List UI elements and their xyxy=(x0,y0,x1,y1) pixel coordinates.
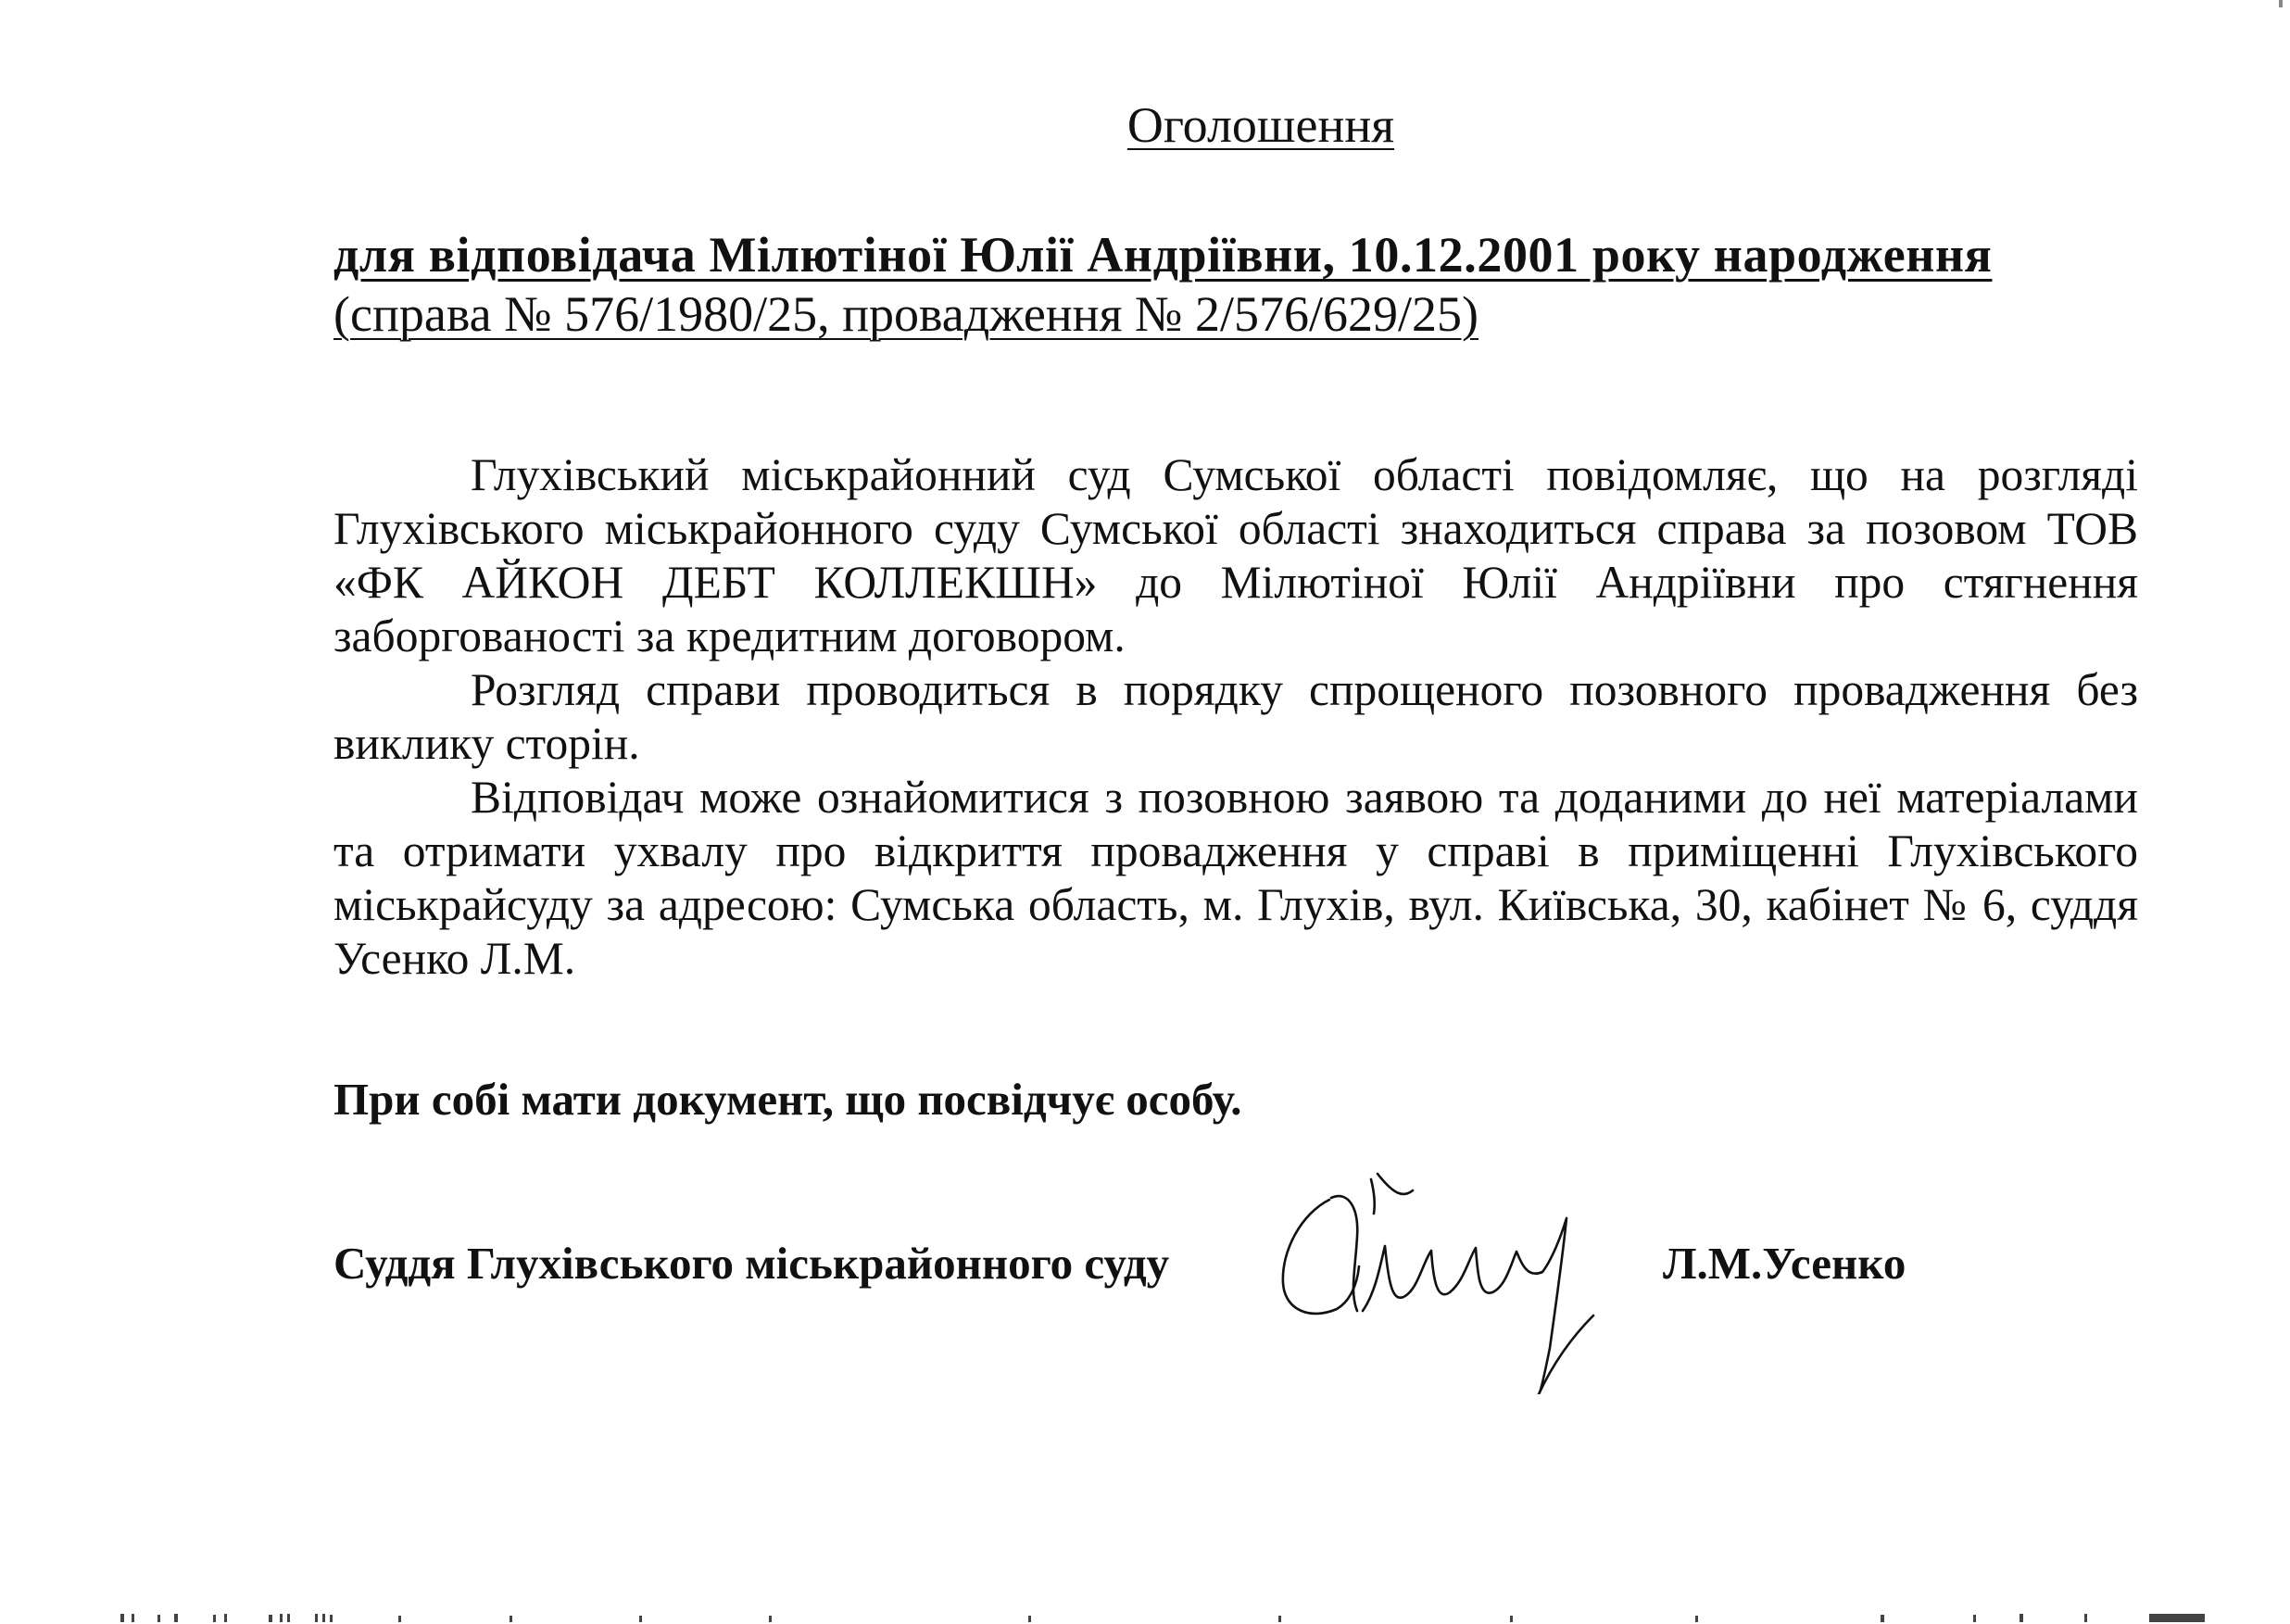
handwritten-signature-icon xyxy=(1274,1163,1635,1394)
case-number-heading: (справа № 576/1980/25, провадження № 2/576/629/25) xyxy=(333,286,1478,342)
judge-position: Суддя Глухівського міськрайонного суду xyxy=(333,1238,1170,1289)
addressee-heading: для відповідача Мілютіної Юлії Андріївни, 10.12.2001 року народження xyxy=(333,227,1993,283)
announcement-body xyxy=(333,448,2138,986)
paragraph-notice: Глухівський міськрайонний суд Сумської області повідомляє, що на розгляді Глухівського міськрайонного суду Сумської області знаходиться справа за позовом ТОВ «ФК АЙКОН ДЕБТ КОЛЛЕКШН» до Мілютіної Юлії Андріївни про стягнення заборгованості за кредитним договором. xyxy=(333,449,2138,661)
paragraph-instructions: Відповідач може ознайомитися з позовною заявою та доданими до неї матеріалами та отримати ухвалу про відкриття провадження у справі в приміщенні Глухівського міськрайсуду за адресою: Сумська область, м. Глухів, вул. Київська, 30, кабінет № 6, суддя Усенко Л.М. xyxy=(333,772,2138,984)
scan-corner-mark xyxy=(2279,0,2283,7)
id-document-note: При собі мати документ, що посвідчує особу. xyxy=(333,1074,1242,1125)
paragraph-procedure: Розгляд справи проводиться в порядку спрощеного позовного провадження без виклику сторін. xyxy=(333,664,2138,769)
judge-name: Л.М.Усенко xyxy=(1663,1238,1906,1289)
document-title: Оголошення xyxy=(1126,97,1395,153)
scan-artifact-strip xyxy=(120,1610,2251,1624)
